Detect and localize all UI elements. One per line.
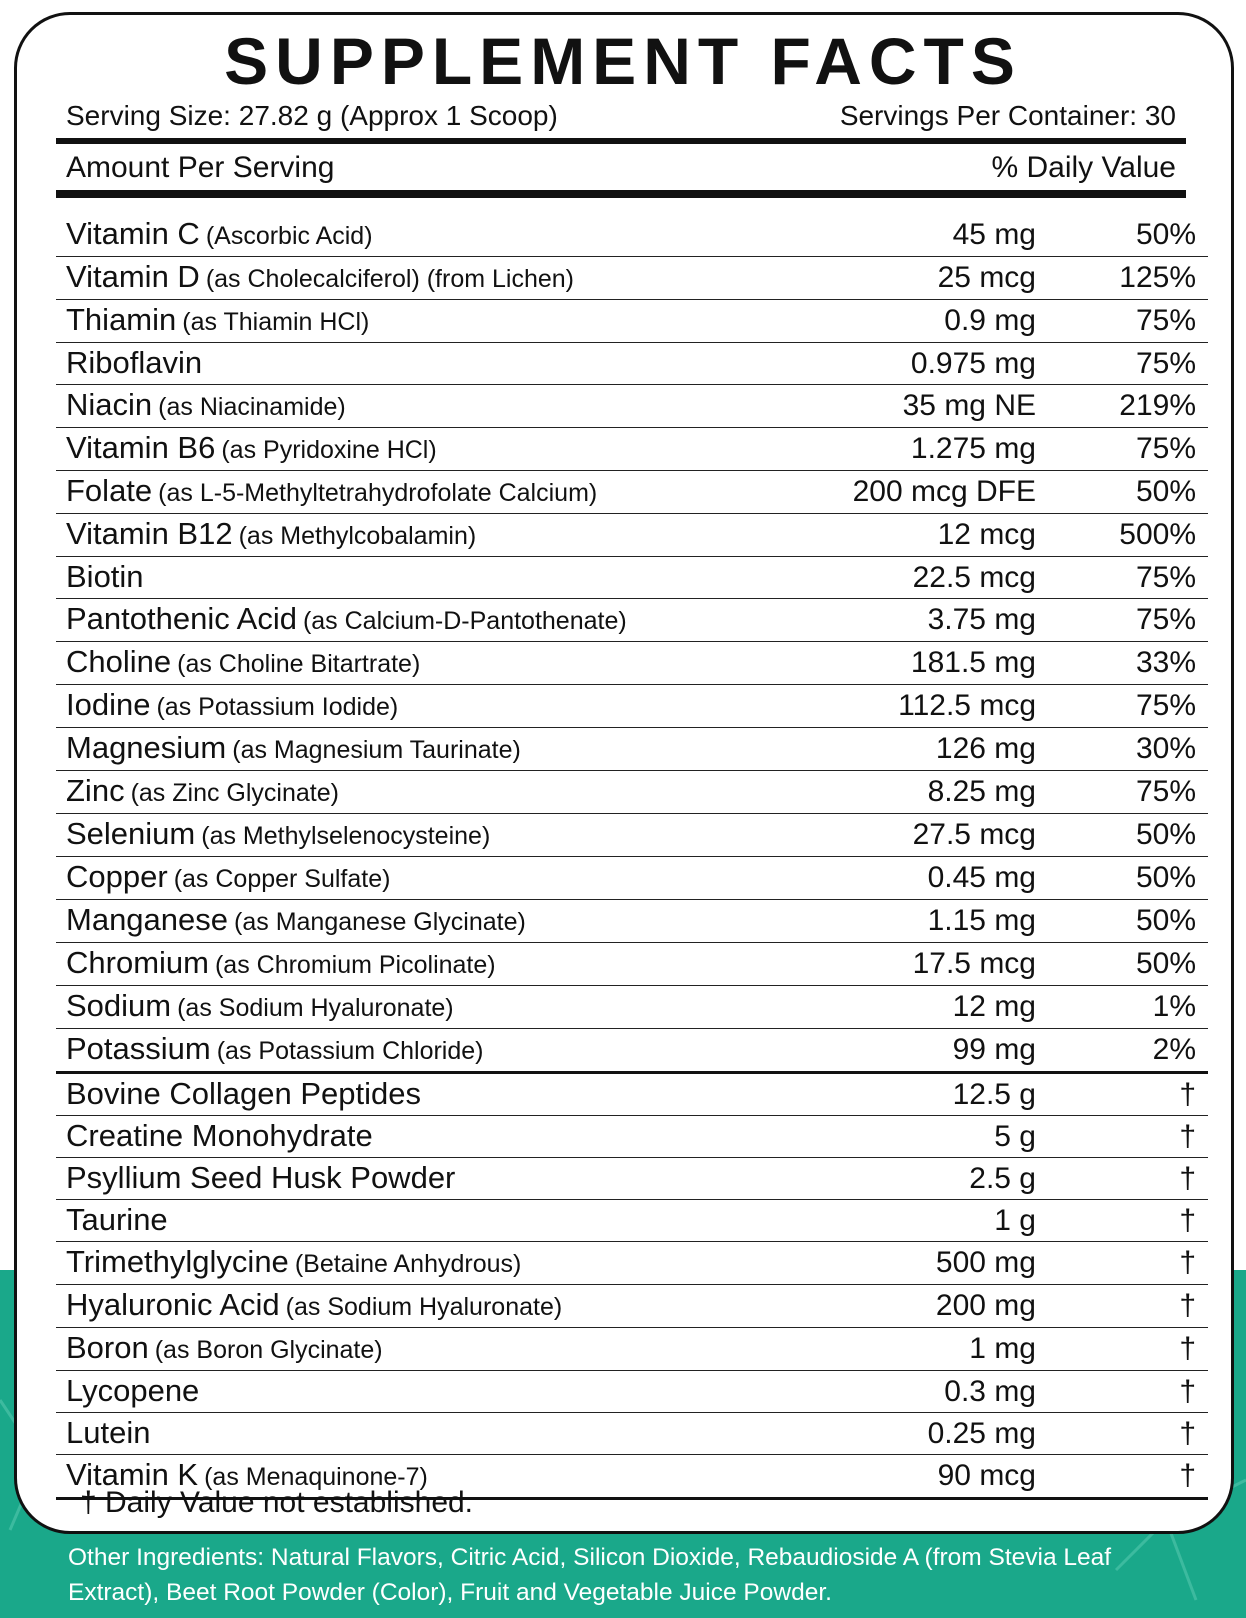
nutrient-name-cell — [56, 900, 826, 943]
nutrient-name: Vitamin K — [66, 1457, 199, 1492]
nutrient-daily-value: 75% — [1036, 343, 1208, 385]
nutrient-name-cell — [56, 1029, 826, 1073]
nutrient-amount: 3.75 mg — [826, 599, 1036, 642]
nutrient-daily-value: 125% — [1036, 257, 1208, 300]
nutrient-name: Lycopene — [66, 1373, 200, 1408]
serving-info — [66, 94, 1176, 138]
nutrient-amount: 12 mg — [826, 986, 1036, 1029]
nutrient-name: Psyllium Seed Husk Powder — [66, 1160, 456, 1195]
nutrient-daily-value: 33% — [1036, 642, 1208, 685]
nutrient-source: (as Potassium Chloride) — [216, 1037, 484, 1065]
nutrient-source: (as Menaquinone-7) — [204, 1463, 428, 1491]
nutrient-daily-value: 50% — [1036, 814, 1208, 857]
nutrient-name-cell — [56, 1413, 826, 1455]
nutrient-row — [56, 599, 1208, 642]
nutrient-amount: 0.975 mg — [826, 343, 1036, 385]
nutrient-daily-value: 75% — [1036, 771, 1208, 814]
nutrient-name-cell — [56, 471, 826, 514]
nutrient-row — [56, 1242, 1208, 1285]
nutrient-source: (as Pyridoxine HCl) — [221, 436, 437, 464]
nutrient-daily-value: 1% — [1036, 986, 1208, 1029]
nutrient-row — [56, 1285, 1208, 1328]
nutrient-name: Sodium — [66, 988, 172, 1023]
nutrient-amount: 1 g — [826, 1200, 1036, 1242]
nutrient-amount: 27.5 mcg — [826, 814, 1036, 857]
nutrient-row — [56, 1116, 1208, 1158]
nutrient-name-cell — [56, 943, 826, 986]
nutrient-name-cell — [56, 814, 826, 857]
nutrient-name: Selenium — [66, 816, 196, 851]
nutrient-amount: 1.275 mg — [826, 428, 1036, 471]
nutrient-source: (as Thiamin HCl) — [182, 308, 370, 336]
nutrient-source: (Ascorbic Acid) — [205, 222, 373, 250]
nutrient-name: Vitamin B12 — [66, 516, 233, 551]
nutrient-source: (as Niacinamide) — [158, 393, 346, 421]
nutrient-source: (as Methylselenocysteine) — [201, 822, 491, 850]
nutrient-source: (as Sodium Hyaluronate) — [285, 1293, 563, 1321]
nutrient-amount: 35 mg NE — [826, 385, 1036, 428]
nutrient-source: (as Methylcobalamin) — [238, 522, 477, 550]
thick-divider-header — [56, 190, 1186, 198]
nutrient-daily-value: 75% — [1036, 599, 1208, 642]
nutrient-row — [56, 1158, 1208, 1200]
nutrient-name-cell — [56, 385, 826, 428]
nutrient-name: Vitamin B6 — [66, 430, 216, 465]
nutrient-amount: 0.45 mg — [826, 857, 1036, 900]
nutrient-name-cell — [56, 428, 826, 471]
nutrient-name: Choline — [66, 644, 172, 679]
nutrient-amount: 90 mcg — [826, 1455, 1036, 1499]
nutrient-row — [56, 685, 1208, 728]
nutrient-name-cell — [56, 343, 826, 385]
nutrient-row — [56, 728, 1208, 771]
nutrient-daily-value: 50% — [1036, 900, 1208, 943]
nutrient-name: Bovine Collagen Peptides — [66, 1076, 422, 1111]
nutrient-amount: 22.5 mcg — [826, 557, 1036, 599]
facts-table — [56, 214, 1208, 1500]
nutrient-name: Niacin — [66, 387, 153, 422]
nutrient-row — [56, 514, 1208, 557]
nutrient-daily-value: † — [1036, 1158, 1208, 1200]
nutrient-source: (as L-5-Methyltetrahydrofolate Calcium) — [158, 479, 598, 507]
facts-table-body — [56, 214, 1208, 1499]
nutrient-name: Hyaluronic Acid — [66, 1287, 280, 1322]
nutrient-name: Taurine — [66, 1202, 168, 1237]
nutrient-daily-value: 30% — [1036, 728, 1208, 771]
nutrient-amount: 5 g — [826, 1116, 1036, 1158]
nutrient-daily-value: 50% — [1036, 943, 1208, 986]
nutrient-daily-value: 75% — [1036, 300, 1208, 343]
nutrient-name-cell — [56, 857, 826, 900]
nutrient-source: (as Cholecalciferol) (from Lichen) — [205, 265, 574, 293]
nutrient-name-cell — [56, 771, 826, 814]
nutrient-name-cell — [56, 514, 826, 557]
nutrient-row — [56, 642, 1208, 685]
nutrient-source: (as Calcium-D-Pantothenate) — [302, 607, 627, 635]
nutrient-amount: 1 mg — [826, 1328, 1036, 1371]
nutrient-amount: 17.5 mcg — [826, 943, 1036, 986]
nutrient-row — [56, 471, 1208, 514]
nutrient-amount: 45 mg — [826, 214, 1036, 257]
nutrient-daily-value: 2% — [1036, 1029, 1208, 1073]
nutrient-row — [56, 385, 1208, 428]
nutrient-name-cell — [56, 986, 826, 1029]
nutrient-amount: 12.5 g — [826, 1073, 1036, 1116]
nutrient-name-cell — [56, 214, 826, 257]
nutrient-row — [56, 771, 1208, 814]
nutrient-source: (as Sodium Hyaluronate) — [177, 994, 454, 1022]
dagger-footnote: † Daily Value not established. — [80, 1486, 474, 1519]
nutrient-daily-value: † — [1036, 1328, 1208, 1371]
nutrient-daily-value: 50% — [1036, 214, 1208, 257]
nutrient-name: Copper — [66, 859, 168, 894]
nutrient-name-cell — [56, 300, 826, 343]
nutrient-name: Magnesium — [66, 730, 227, 765]
nutrient-row — [56, 986, 1208, 1029]
nutrient-amount: 112.5 mcg — [826, 685, 1036, 728]
nutrient-name-cell — [56, 1073, 826, 1116]
nutrient-name: Iodine — [66, 687, 151, 722]
nutrient-source: (as Copper Sulfate) — [173, 865, 391, 893]
nutrient-name-cell — [56, 1242, 826, 1285]
nutrient-name: Pantothenic Acid — [66, 601, 297, 636]
nutrient-name-cell — [56, 1116, 826, 1158]
nutrient-source: (as Potassium Iodide) — [156, 693, 399, 721]
nutrient-name: Folate — [66, 473, 153, 508]
nutrient-name-cell — [56, 1158, 826, 1200]
nutrient-source: (as Choline Bitartrate) — [177, 650, 421, 678]
nutrient-name-cell — [56, 1285, 826, 1328]
nutrient-daily-value: 219% — [1036, 385, 1208, 428]
nutrient-amount: 99 mg — [826, 1029, 1036, 1073]
nutrient-daily-value: † — [1036, 1073, 1208, 1116]
nutrient-name-cell — [56, 1371, 826, 1413]
nutrient-source: (as Boron Glycinate) — [154, 1336, 383, 1364]
nutrient-name-cell — [56, 599, 826, 642]
servings-per-container: Servings Per Container: 30 — [839, 100, 1176, 131]
nutrient-name: Riboflavin — [66, 345, 203, 380]
nutrient-row — [56, 1073, 1208, 1116]
nutrient-amount: 181.5 mg — [826, 642, 1036, 685]
nutrient-row — [56, 214, 1208, 257]
nutrient-daily-value: † — [1036, 1200, 1208, 1242]
nutrient-daily-value: 500% — [1036, 514, 1208, 557]
nutrient-daily-value: † — [1036, 1413, 1208, 1455]
nutrient-source: (as Manganese Glycinate) — [234, 908, 526, 936]
nutrient-daily-value: 75% — [1036, 685, 1208, 728]
nutrient-row — [56, 557, 1208, 599]
nutrient-name: Lutein — [66, 1415, 151, 1450]
nutrient-amount: 200 mcg DFE — [826, 471, 1036, 514]
nutrient-daily-value: 75% — [1036, 428, 1208, 471]
nutrient-amount: 8.25 mg — [826, 771, 1036, 814]
nutrient-daily-value: 75% — [1036, 557, 1208, 599]
nutrient-name: Thiamin — [66, 302, 177, 337]
nutrient-daily-value: † — [1036, 1371, 1208, 1413]
nutrient-row — [56, 814, 1208, 857]
other-ingredients-text: Other Ingredients: Natural Flavors, Citric Acid, Silicon Dioxide, Rebaudioside A (from Stevia Leaf Extract), Beet Root Powder (Color), Fruit and Vegetable Juice Powder. — [68, 1544, 1112, 1606]
nutrient-daily-value: † — [1036, 1455, 1208, 1499]
nutrient-row — [56, 900, 1208, 943]
nutrient-amount: 25 mcg — [826, 257, 1036, 300]
nutrient-amount: 500 mg — [826, 1242, 1036, 1285]
nutrient-name: Vitamin C — [66, 216, 200, 251]
nutrient-name-cell — [56, 257, 826, 300]
amount-per-serving-header: Amount Per Serving — [66, 151, 335, 184]
supplement-facts-title: SUPPLEMENT FACTS — [224, 24, 1022, 98]
nutrient-amount: 200 mg — [826, 1285, 1036, 1328]
nutrient-source: (as Chromium Picolinate) — [214, 951, 496, 979]
serving-size: Serving Size: 27.82 g (Approx 1 Scoop) — [66, 100, 558, 131]
nutrient-name: Zinc — [66, 773, 125, 808]
nutrient-amount: 1.15 mg — [826, 900, 1036, 943]
nutrient-amount: 0.9 mg — [826, 300, 1036, 343]
nutrient-amount: 2.5 g — [826, 1158, 1036, 1200]
nutrient-amount: 0.25 mg — [826, 1413, 1036, 1455]
nutrient-row — [56, 1029, 1208, 1073]
thick-divider-top — [56, 138, 1186, 144]
nutrient-daily-value: 50% — [1036, 471, 1208, 514]
amount-header-row — [66, 145, 1176, 191]
nutrient-row — [56, 300, 1208, 343]
nutrient-source: (as Zinc Glycinate) — [130, 779, 339, 807]
nutrient-daily-value: 50% — [1036, 857, 1208, 900]
nutrient-row — [56, 1371, 1208, 1413]
nutrient-name: Potassium — [66, 1031, 211, 1066]
nutrient-name-cell — [56, 728, 826, 771]
nutrient-name-cell — [56, 1200, 826, 1242]
nutrient-row — [56, 943, 1208, 986]
nutrient-daily-value: † — [1036, 1285, 1208, 1328]
nutrient-row — [56, 343, 1208, 385]
nutrient-name-cell — [56, 557, 826, 599]
nutrient-name: Boron — [66, 1330, 149, 1365]
nutrient-row — [56, 857, 1208, 900]
nutrient-name: Vitamin D — [66, 259, 200, 294]
nutrient-source: (Betaine Anhydrous) — [294, 1250, 522, 1278]
nutrient-daily-value: † — [1036, 1242, 1208, 1285]
nutrient-name: Manganese — [66, 902, 229, 937]
nutrient-name-cell — [56, 1328, 826, 1371]
nutrient-amount: 12 mcg — [826, 514, 1036, 557]
nutrient-name: Chromium — [66, 945, 209, 980]
nutrient-amount: 0.3 mg — [826, 1371, 1036, 1413]
nutrient-name-cell — [56, 685, 826, 728]
daily-value-header: % Daily Value — [991, 151, 1176, 184]
nutrient-row — [56, 1413, 1208, 1455]
nutrient-row — [56, 257, 1208, 300]
nutrient-daily-value: † — [1036, 1116, 1208, 1158]
nutrient-row — [56, 1328, 1208, 1371]
nutrient-amount: 126 mg — [826, 728, 1036, 771]
nutrient-name-cell — [56, 642, 826, 685]
nutrient-name: Biotin — [66, 559, 144, 594]
nutrient-name: Trimethylglycine — [66, 1244, 289, 1279]
nutrient-row — [56, 428, 1208, 471]
nutrient-source: (as Magnesium Taurinate) — [232, 736, 521, 764]
nutrient-row — [56, 1200, 1208, 1242]
nutrient-name: Creatine Monohydrate — [66, 1118, 373, 1153]
